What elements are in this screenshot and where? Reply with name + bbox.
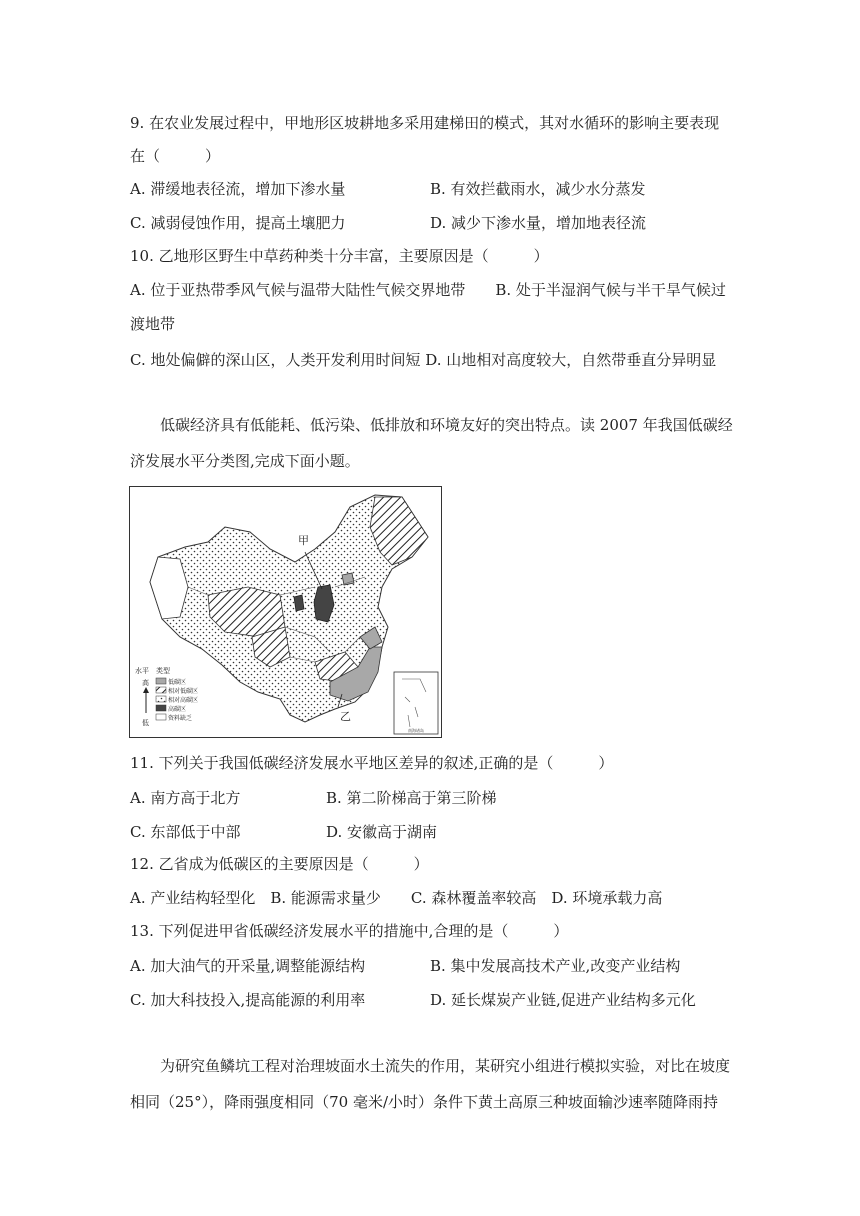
q10-option-cd: C. 地处偏僻的深山区，人类开发利用时间短 D. 山地相对高度较大，自然带垂直分异明显: [130, 351, 717, 369]
q11-option-c: C. 东部低于中部: [130, 823, 241, 841]
q10-option-ab-line2: 渡地带: [130, 315, 176, 333]
south-china-sea-inset: [394, 672, 438, 734]
map-legend: [135, 666, 198, 727]
q11-option-d: D. 安徽高于湖南: [326, 823, 438, 841]
q9-stem-line1: 9. 在农业发展过程中，甲地形区坡耕地多采用建梯田的模式，其对水循环的影响主要表现: [130, 114, 720, 132]
q9-stem-line2: 在（ ）: [130, 147, 221, 165]
q10-stem: 10. 乙地形区野生中草药种类十分丰富，主要原因是（ ）: [130, 247, 549, 265]
q10-option-ab-line1: A. 位于亚热带季风气候与温带大陆性气候交界地带 B. 处于半湿润气候与半干旱气候过: [130, 281, 726, 299]
legend-item-0: 低碳区: [168, 679, 187, 686]
legend-item-1: 相对低碳区: [168, 688, 199, 695]
q9-option-b: B. 有效拦截雨水，减少水分蒸发: [430, 180, 646, 198]
q13-option-c: C. 加大科技投入,提高能源的利用率: [130, 991, 366, 1009]
legend-high: 高: [142, 679, 149, 687]
legend-low: 低: [142, 719, 149, 727]
legend-item-3: 高碳区: [168, 706, 187, 713]
q9-option-d: D. 减少下渗水量，增加地表径流: [430, 214, 647, 232]
intro2-line1: 为研究鱼鳞坑工程对治理坡面水土流失的作用，某研究小组进行模拟实验，对比在坡度: [160, 1057, 731, 1075]
low-carbon-map: [129, 486, 442, 738]
region-ningxia-high-carbon: [294, 595, 304, 611]
q11-option-a: A. 南方高于北方: [130, 789, 241, 807]
q13-option-d: D. 延长煤炭产业链,促进产业结构多元化: [430, 991, 696, 1009]
region-data-missing: [150, 557, 188, 619]
map-label-jia: 甲: [298, 534, 309, 547]
q9-option-a: A. 滞缓地表径流，增加下渗水量: [130, 180, 346, 198]
q13-option-b: B. 集中发展高技术产业,改变产业结构: [430, 957, 681, 975]
legend-title-type: 类型: [156, 667, 170, 675]
legend-item-4: 资料缺乏: [168, 715, 193, 722]
q13-stem: 13. 下列促进甲省低碳经济发展水平的措施中,合理的是（ ）: [130, 922, 569, 940]
intro-line1: 低碳经济具有低能耗、低污染、低排放和环境友好的突出特点。读 2007 年我国低碳经: [160, 416, 733, 434]
q13-option-a: A. 加大油气的开采量,调整能源结构: [130, 957, 366, 975]
intro2-line2: 相同（25°），降雨强度相同（70 毫米/小时）条件下黄土高原三种坡面输沙速率随降雨持: [130, 1093, 718, 1111]
q11-stem: 11. 下列关于我国低碳经济发展水平地区差异的叙述,正确的是（ ）: [130, 754, 614, 772]
legend-title-level: 水平: [135, 667, 149, 675]
q12-options: A. 产业结构轻型化 B. 能源需求量少 C. 森林覆盖率较高 D. 环境承载力高: [130, 889, 663, 907]
region-north-gray: [342, 573, 354, 585]
inset-label: 南海诸岛: [408, 728, 424, 733]
q12-stem: 12. 乙省成为低碳区的主要原因是（ ）: [130, 855, 429, 873]
intro-line2: 济发展水平分类图,完成下面小题。: [130, 452, 360, 470]
map-label-yi: 乙: [340, 710, 351, 723]
q11-option-b: B. 第二阶梯高于第三阶梯: [326, 789, 497, 807]
q9-option-c: C. 减弱侵蚀作用，提高土壤肥力: [130, 214, 346, 232]
legend-item-2: 相对高碳区: [168, 697, 199, 704]
